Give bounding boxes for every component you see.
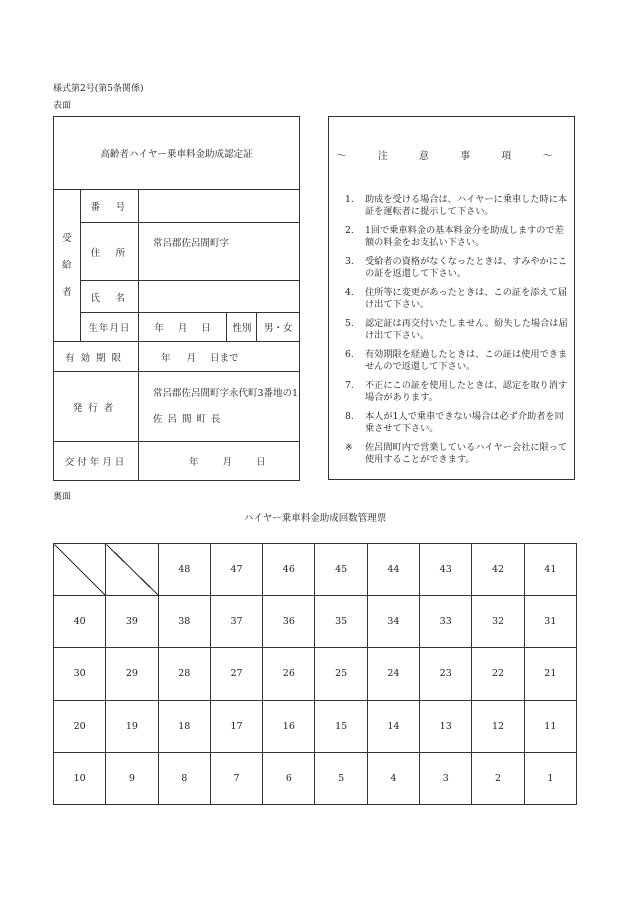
count-cell: 29 bbox=[106, 648, 158, 700]
count-cell: 35 bbox=[315, 596, 367, 648]
note-item: 2. 1回で乗車料金の基本料金分を助成しますので差額の料金をお支払い下さい。 bbox=[345, 225, 564, 248]
sex-label: 性別 bbox=[227, 313, 257, 342]
count-cell: 28 bbox=[158, 648, 210, 700]
name-label: 氏 名 bbox=[80, 281, 138, 313]
count-cell: 26 bbox=[263, 648, 315, 700]
issuer-label: 発行者 bbox=[54, 372, 139, 442]
note-item: 3. 受給者の資格がなくなったときは、すみやかにこの証を返還して下さい。 bbox=[345, 256, 568, 279]
notes-box bbox=[328, 116, 575, 480]
back-title: ハイヤー乗車料金助成回数管理票 bbox=[243, 513, 387, 524]
count-cell: 12 bbox=[472, 700, 524, 752]
number-value bbox=[138, 190, 299, 223]
count-cell: 48 bbox=[158, 544, 210, 596]
count-cell: 27 bbox=[210, 648, 262, 700]
number-label: 番 号 bbox=[80, 190, 138, 223]
sex-value: 男・女 bbox=[257, 313, 300, 342]
count-cell: 8 bbox=[158, 752, 210, 804]
count-cell: 40 bbox=[54, 596, 106, 648]
count-cell: 1 bbox=[524, 752, 576, 804]
name-value bbox=[138, 281, 299, 313]
count-cell: 42 bbox=[472, 544, 524, 596]
count-cell: 17 bbox=[210, 700, 262, 752]
notes-title: ～ 注 意 事 項 ～ bbox=[336, 151, 567, 162]
notes-list bbox=[345, 194, 571, 473]
count-cell: 33 bbox=[420, 596, 472, 648]
count-cell: 23 bbox=[420, 648, 472, 700]
note-item: 4. 住所等に変更があったときは、この証を添えて届け出て下さい。 bbox=[345, 287, 568, 310]
address-label: 住 所 bbox=[80, 223, 138, 281]
issue-date-label: 交付年月日 bbox=[54, 442, 139, 481]
count-cell: 39 bbox=[106, 596, 158, 648]
count-cell: 10 bbox=[54, 752, 106, 804]
count-cell: 38 bbox=[158, 596, 210, 648]
count-cell: 41 bbox=[524, 544, 576, 596]
count-cell: 47 bbox=[210, 544, 262, 596]
count-cell: 5 bbox=[315, 752, 367, 804]
note-item: 6. 有効期限を経過したときは、この証は使用できませんので返還して下さい。 bbox=[345, 349, 568, 372]
count-cell: 4 bbox=[367, 752, 419, 804]
certificate-title: 高齢者ハイヤー乗車料金助成認定証 bbox=[54, 117, 300, 190]
note-item: 5. 認定証は再交付いたしません。紛失した場合は届け出て下さい。 bbox=[345, 318, 568, 341]
birth-date: 年 月 日 bbox=[138, 313, 226, 342]
grid-row bbox=[54, 700, 577, 752]
count-cell: 2 bbox=[472, 752, 524, 804]
note-item: 1. 助成を受ける場合は、ハイヤーに乗車した時に本証を運転者に提示して下さい。 bbox=[345, 194, 568, 217]
note-item: ※ 佐呂間町内で営業しているハイヤー会社に限って使用することができます。 bbox=[345, 442, 568, 465]
validity-date: 年 月 日まで bbox=[138, 342, 299, 372]
unused-cell bbox=[54, 544, 106, 596]
count-cell: 22 bbox=[472, 648, 524, 700]
grid-row bbox=[54, 648, 577, 700]
count-cell: 18 bbox=[158, 700, 210, 752]
count-cell: 11 bbox=[524, 700, 576, 752]
count-cell: 37 bbox=[210, 596, 262, 648]
grid-row bbox=[54, 544, 577, 596]
count-cell: 45 bbox=[315, 544, 367, 596]
count-cell: 9 bbox=[106, 752, 158, 804]
count-cell: 14 bbox=[367, 700, 419, 752]
recipient-header: 受 給 者 bbox=[54, 190, 81, 342]
count-cell: 13 bbox=[420, 700, 472, 752]
count-cell: 21 bbox=[524, 648, 576, 700]
birth-label: 生年月日 bbox=[80, 313, 138, 342]
count-cell: 43 bbox=[420, 544, 472, 596]
count-grid bbox=[53, 543, 577, 805]
count-cell: 36 bbox=[263, 596, 315, 648]
count-cell: 20 bbox=[54, 700, 106, 752]
count-cell: 7 bbox=[210, 752, 262, 804]
validity-label: 有効期限 bbox=[54, 342, 139, 372]
note-item: 8. 本人が1人で乗車できない場合は必ず介助者を同乗させて下さい。 bbox=[345, 411, 564, 434]
unused-cell bbox=[106, 544, 158, 596]
certificate-table bbox=[53, 116, 300, 481]
count-cell: 19 bbox=[106, 700, 158, 752]
grid-row bbox=[54, 752, 577, 804]
count-cell: 31 bbox=[524, 596, 576, 648]
issue-date: 年 月 日 bbox=[138, 442, 299, 481]
front-side-label: 表面 bbox=[53, 101, 72, 111]
count-cell: 44 bbox=[367, 544, 419, 596]
count-cell: 15 bbox=[315, 700, 367, 752]
count-cell: 24 bbox=[367, 648, 419, 700]
form-number-label: 様式第2号(第5条関係) bbox=[53, 84, 144, 94]
issuer-name: 佐呂間町長 bbox=[152, 413, 226, 425]
count-cell: 30 bbox=[54, 648, 106, 700]
count-cell: 16 bbox=[263, 700, 315, 752]
count-cell: 3 bbox=[420, 752, 472, 804]
note-item: 7. 不正にこの証を使用したときは、認定を取り消す場合があります。 bbox=[345, 380, 568, 403]
grid-row bbox=[54, 596, 577, 648]
address-value: 常呂郡佐呂間町字 bbox=[138, 223, 299, 281]
count-cell: 46 bbox=[263, 544, 315, 596]
count-cell: 6 bbox=[263, 752, 315, 804]
back-side-label: 裏面 bbox=[53, 492, 72, 502]
count-cell: 34 bbox=[367, 596, 419, 648]
count-cell: 32 bbox=[472, 596, 524, 648]
issuer-block bbox=[138, 372, 299, 442]
count-cell: 25 bbox=[315, 648, 367, 700]
issuer-address: 常呂郡佐呂間町字永代町3番地の1 bbox=[152, 387, 299, 399]
